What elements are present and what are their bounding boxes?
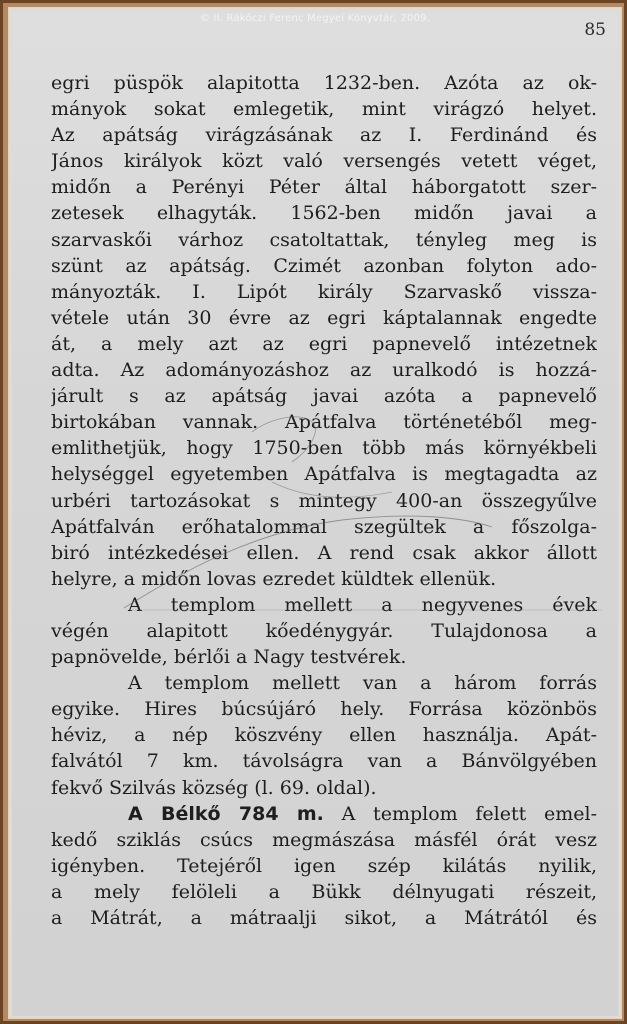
text-line: héviz, a nép köszvény ellen használja. Apát- bbox=[51, 724, 597, 747]
text-line: a Mátrát, a mátraalji sikot, a Mátrától és bbox=[51, 907, 597, 929]
text-line: Apátfalván erőhatalommal szegültek a főszolga- bbox=[51, 515, 597, 538]
text-line: János királyok közt való versengés vetett véget, bbox=[51, 150, 597, 173]
text-line: igényben. Tetejéről igen szép kilátás nyilik, bbox=[51, 854, 597, 877]
text-line: adta. Az adományozáshoz az uralkodó is hozzá- bbox=[51, 359, 597, 382]
text-line: emlithetjük, hogy 1750-ben több más környékbeli bbox=[51, 437, 597, 460]
page-number: 85 bbox=[584, 20, 606, 40]
text-line: biró intézkedései ellen. A rend csak akkor állott bbox=[51, 541, 597, 564]
text-line: helységgel egyetemben Apátfalva is megtagadta az bbox=[51, 463, 597, 486]
text-line: szünt az apátság. Czimét azonban folyton ado- bbox=[51, 254, 597, 277]
text-line: urbéri tartozásokat s mintegy 400-an összegyűlve bbox=[51, 489, 597, 512]
book-page bbox=[12, 12, 618, 1016]
text-line: mányok sokat emlegetik, mint virágzó helyet. bbox=[51, 98, 597, 121]
text-fragment: A templom felett emel- bbox=[341, 802, 597, 825]
text-line: kedő sziklás csúcs megmászása másfél órát vesz bbox=[51, 828, 597, 851]
text-line: fekvő Szilvás község (l. 69. oldal). bbox=[51, 776, 377, 799]
text-line: helyre, a midőn lovas ezredet küldtek ellenük. bbox=[51, 567, 497, 590]
text-line: zetesek elhagyták. 1562-ben midőn javai a bbox=[51, 202, 597, 225]
text-line: papnövelde, bérlői a Nagy testvérek. bbox=[51, 646, 407, 669]
text-line: birtokában vannak. Apátfalva történetéből meg- bbox=[51, 411, 597, 434]
text-line: járult s az apátság javai azóta a papnevelő bbox=[51, 385, 597, 408]
text-line: szarvaskői várhoz csatoltattak, tényleg meg is bbox=[51, 228, 597, 251]
text-line: a mely felöleli a Bükk délnyugati részeit, bbox=[51, 880, 597, 903]
section-heading: A Bélkő 784 m. bbox=[128, 802, 324, 825]
text-line-with-heading bbox=[51, 801, 597, 827]
text-line: A templom mellett van a három forrás bbox=[128, 672, 597, 695]
copyright-notice: © II. Rákóczi Ferenc Megyei Könyvtár, 2009. bbox=[199, 13, 431, 24]
text-line: végén alapitott kőedénygyár. Tulajdonosa a bbox=[51, 619, 597, 642]
text-line: mányozták. I. Lipót király Szarvaskő vissza- bbox=[51, 280, 597, 303]
text-line: egri püspök alapitotta 1232-ben. Azóta az ok- bbox=[51, 72, 597, 94]
text-line: egyike. Hires búcsújáró hely. Forrása közönbös bbox=[51, 698, 597, 721]
text-line: A templom mellett a negyvenes évek bbox=[128, 593, 597, 616]
text-line: Az apátság virágzásának az I. Ferdinánd és bbox=[51, 124, 597, 147]
text-line: vétele után 30 évre az egri káptalannak engedte bbox=[51, 306, 597, 329]
text-line: falvától 7 km. távolságra van a Bánvölgyében bbox=[51, 750, 597, 773]
page-text bbox=[51, 70, 597, 931]
text-line: midőn a Perényi Péter által háborgatott szer- bbox=[51, 176, 597, 199]
text-line: át, a mely azt az egri papnevelő intézetnek bbox=[51, 332, 597, 355]
